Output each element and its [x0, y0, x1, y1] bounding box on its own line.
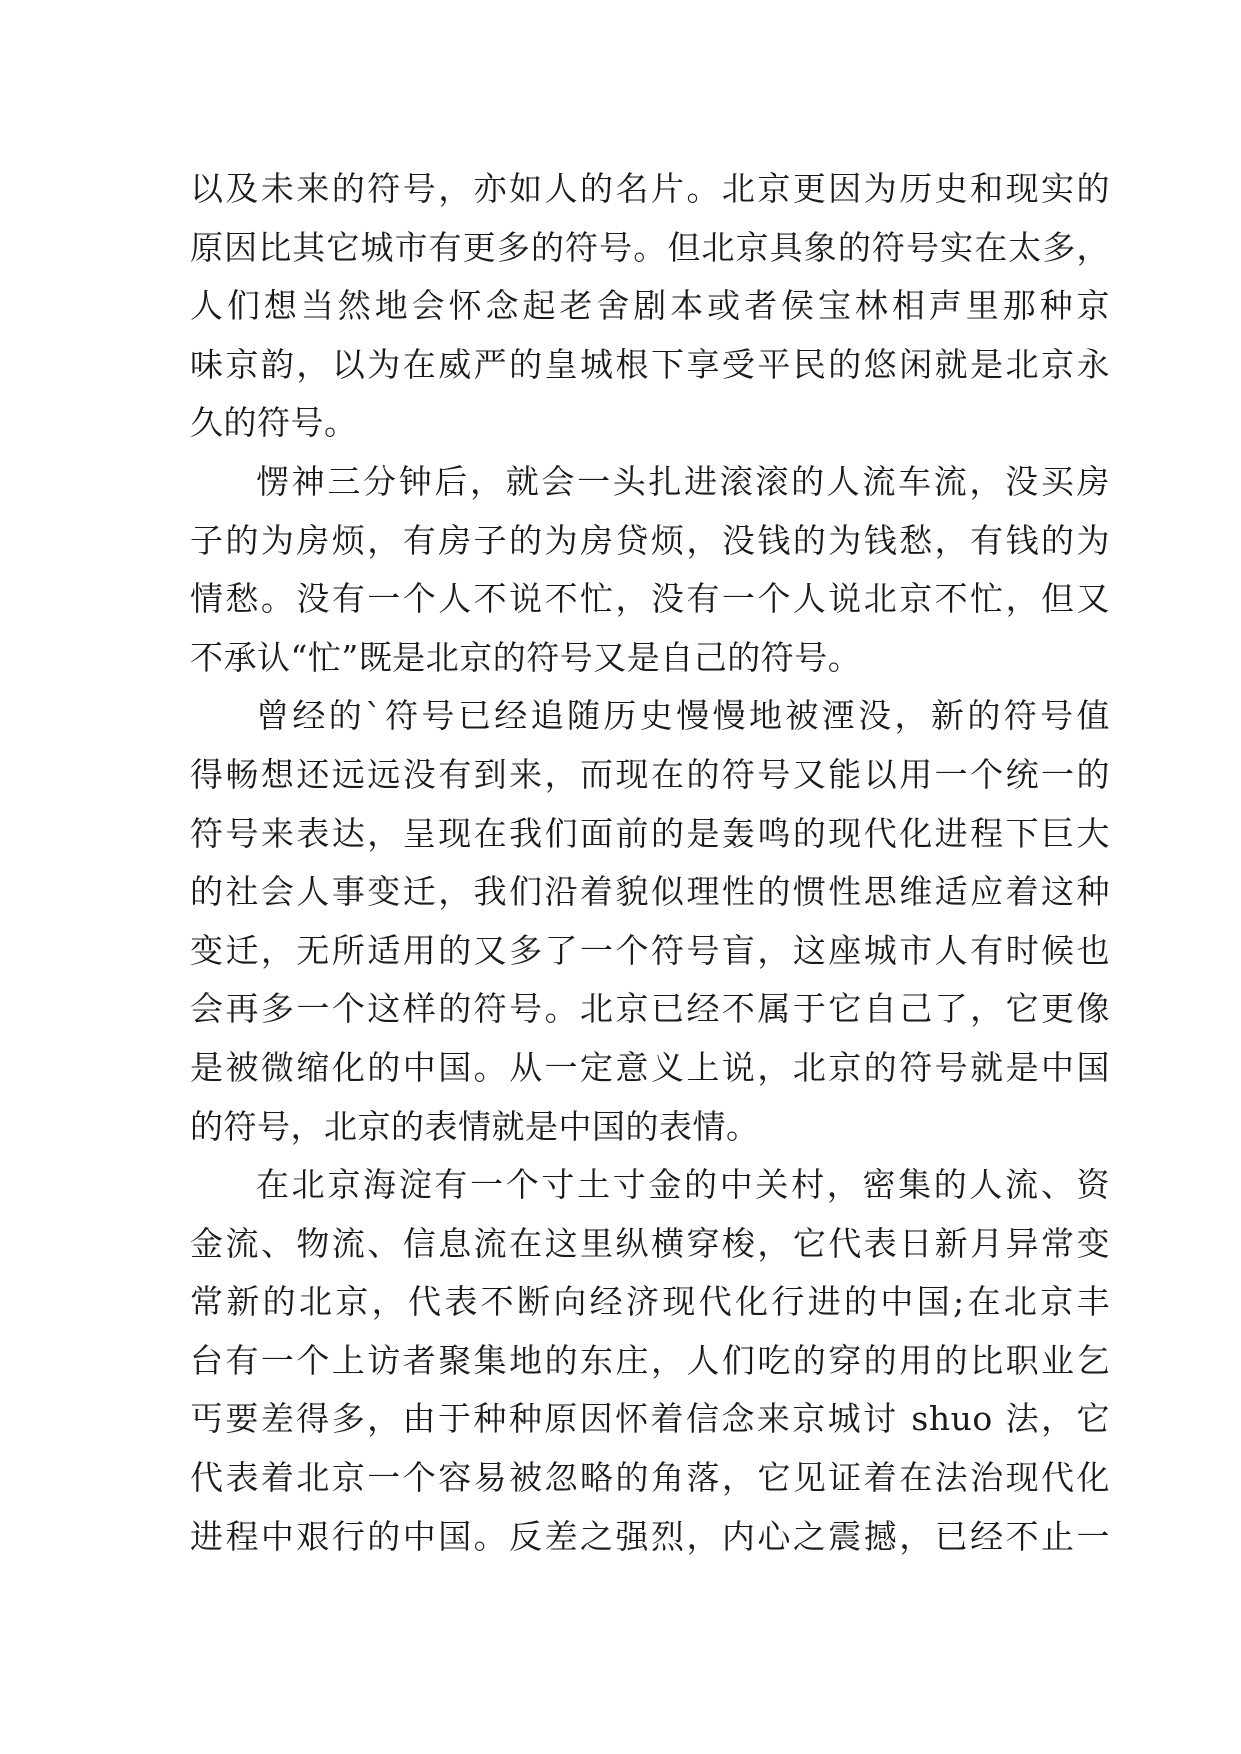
text-line: 金流、物流、信息流在这里纵横穿梭，它代表日新月异常变 — [190, 1223, 1110, 1263]
text-line: 曾经的`符号已经追随历史慢慢地被湮没，新的符号值 — [256, 696, 1110, 736]
text-line: 会再多一个这样的符号。北京已经不属于它自己了，它更像 — [190, 989, 1110, 1029]
text-line: 得畅想还远远没有到来，而现在的符号又能以用一个统一的 — [190, 754, 1110, 794]
text-line: 进程中艰行的中国。反差之强烈，内心之震撼，已经不止一 — [190, 1516, 1110, 1556]
text-line: 人们想当然地会怀念起老舍剧本或者侯宝林相声里那种京 — [190, 286, 1110, 326]
text-line: 在北京海淀有一个寸土寸金的中关村，密集的人流、资 — [256, 1165, 1110, 1205]
text-line: 是被微缩化的中国。从一定意义上说，北京的符号就是中国 — [190, 1047, 1110, 1087]
text-line: 符号来表达，呈现在我们面前的是轰鸣的现代化进程下巨大 — [190, 813, 1110, 853]
text-line: 常新的北京，代表不断向经济现代化行进的中国;在北京丰 — [190, 1282, 1110, 1322]
document-page — [190, 160, 1110, 1566]
text-line: 不承认“忙”既是北京的符号又是自己的符号。 — [190, 637, 862, 677]
text-line: 原因比其它城市有更多的符号。但北京具象的符号实在太多， — [190, 227, 1110, 267]
text-line: 代表着北京一个容易被忽略的角落，它见证着在法治现代化 — [190, 1458, 1110, 1498]
text-line: 愣神三分钟后，就会一头扎进滚滚的人流车流，没买房 — [256, 461, 1110, 501]
text-line: 的符号，北京的表情就是中国的表情。 — [190, 1106, 760, 1146]
text-line: 丐要差得多，由于种种原因怀着信念来京城讨 shuo 法，它 — [190, 1399, 1110, 1439]
text-line: 台有一个上访者聚集地的东庄，人们吃的穿的用的比职业乞 — [190, 1340, 1110, 1380]
text-line: 久的符号。 — [190, 403, 358, 443]
text-line: 以及未来的符号，亦如人的名片。北京更因为历史和现实的 — [190, 169, 1110, 208]
text-line: 变迁，无所适用的又多了一个符号盲，这座城市人有时候也 — [190, 930, 1110, 970]
text-line: 子的为房烦，有房子的为房贷烦，没钱的为钱愁，有钱的为 — [190, 520, 1110, 560]
text-line: 的社会人事变迁，我们沿着貌似理性的惯性思维适应着这种 — [190, 872, 1110, 912]
body-text — [190, 160, 1110, 1566]
text-line: 情愁。没有一个人不说不忙，没有一个人说北京不忙，但又 — [190, 579, 1110, 619]
text-line: 味京韵，以为在威严的皇城根下享受平民的悠闲就是北京永 — [190, 344, 1110, 384]
